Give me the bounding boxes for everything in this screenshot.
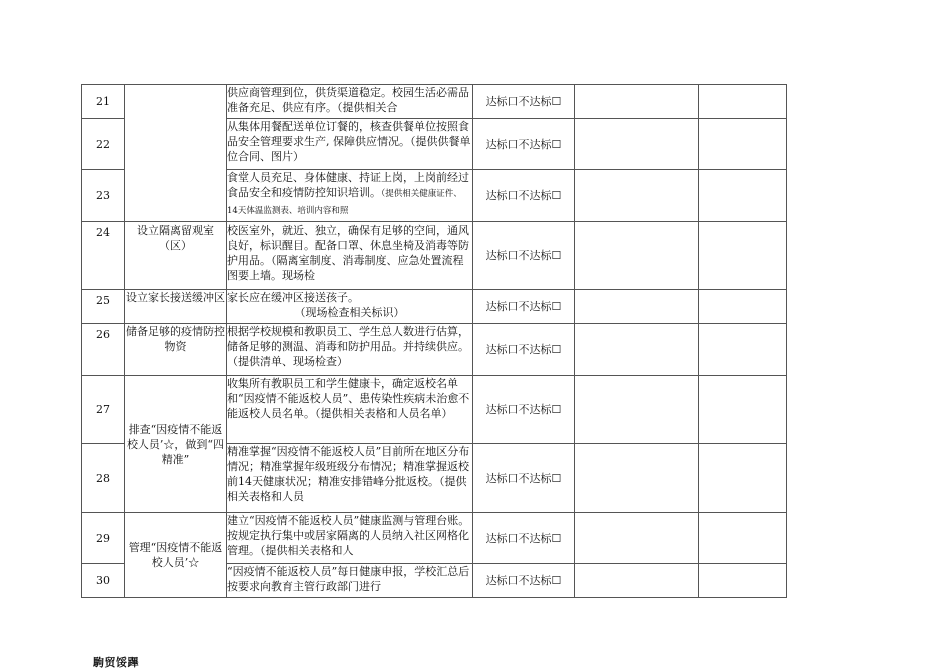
row-number: 21 [82, 85, 125, 119]
row-number: 22 [82, 119, 125, 170]
table-row [82, 376, 787, 444]
blank-cell [575, 376, 699, 444]
row-number: 27 [82, 376, 125, 444]
blank-cell [575, 222, 699, 290]
row-number: 25 [82, 290, 125, 324]
blank-cell [699, 324, 787, 376]
table-row [82, 324, 787, 376]
status-checkbox-text[interactable]: 达标口不达标☐ [473, 324, 575, 376]
blank-cell [575, 513, 699, 564]
blank-cell [575, 85, 699, 119]
blank-cell [575, 119, 699, 170]
row-description: 精准掌握“因疫情不能返校人员”目前所在地区分布情况；精准掌握年级班级分布情况；精准掌握返校前14天健康状况；精准安排错峰分批返校。（提供相关表格和人员 [227, 444, 473, 513]
blank-cell [699, 170, 787, 222]
table-row [82, 85, 787, 119]
row-description [227, 290, 473, 324]
desc-note: （提供相关健康证件、14天体温监测表、培训内容和照 [227, 189, 462, 216]
row-number: 24 [82, 222, 125, 290]
blank-cell [699, 444, 787, 513]
item-cell-empty [125, 85, 227, 222]
status-checkbox-text[interactable]: 达标口不达标☐ [473, 85, 575, 119]
row-description: 供应商管理到位，供货渠道稳定。校园生活必需品准备充足、供应有序。（提供相关合 [227, 85, 473, 119]
desc-text: 食堂人员充足、身体健康、持证上岗，上岗前经过食品安全和疫情防控知识培训。 [227, 171, 469, 199]
item-cell-merged: 排查“因疫情不能返校人员’☆，做到“四精准” [125, 376, 227, 513]
footer-heading: 駒贸馁蹕 [93, 656, 139, 669]
blank-cell [699, 290, 787, 324]
row-number: 23 [82, 170, 125, 222]
status-checkbox-text[interactable]: 达标口不达标☐ [473, 444, 575, 513]
item-cell-merged: 管理“因疫情不能返校人员’☆ [125, 513, 227, 598]
row-description: 从集体用餐配送单位订餐的，核查供餐单位按照食品安全管理要求生产, 保障供应情况。（提供供餐单位合同、图片） [227, 119, 473, 170]
blank-cell [699, 513, 787, 564]
desc-note: （现场检查相关标识） [294, 306, 405, 319]
row-description: 校医室外，就近、独立，确保有足够的空间，通风良好，标识醒目。配备口罩、休息坐椅及消毒等防护用品。（隔离室制度、消毒制度、应急处置流程图要上墙。现场检 [227, 222, 473, 290]
status-checkbox-text[interactable]: 达标口不达标☐ [473, 119, 575, 170]
table-row [82, 222, 787, 290]
row-description: 收集所有教职员工和学生健康卡，确定返校名单和“因疫情不能返校人员”、患传染性疾病未治愈不能返校人员名单。（提供相关表格和人员名单） [227, 376, 473, 444]
item-cell: 设立家长接送缓冲区 [125, 290, 227, 324]
status-checkbox-text[interactable]: 达标口不达标☐ [473, 376, 575, 444]
row-description: “因疫情不能返校人员”每日健康申报，学校汇总后按要求向教育主管行政部门进行 [227, 564, 473, 598]
blank-cell [575, 290, 699, 324]
row-number: 29 [82, 513, 125, 564]
blank-cell [699, 119, 787, 170]
table-row [82, 513, 787, 564]
blank-cell [699, 85, 787, 119]
status-checkbox-text[interactable]: 达标口不达标☐ [473, 564, 575, 598]
blank-cell [575, 170, 699, 222]
blank-cell [699, 222, 787, 290]
row-description: 建立“因疫情不能返校人员”健康监测与管理台账。按规定执行集中或居家隔离的人员纳入社区网格化管理。（提供相关表格和人 [227, 513, 473, 564]
row-description [227, 170, 473, 222]
item-cell: 储备足够的疫情防控物资 [125, 324, 227, 376]
status-checkbox-text[interactable]: 达标口不达标☐ [473, 170, 575, 222]
blank-cell [575, 444, 699, 513]
blank-cell [699, 376, 787, 444]
blank-cell [699, 564, 787, 598]
row-number: 26 [82, 324, 125, 376]
blank-cell [575, 324, 699, 376]
status-checkbox-text[interactable]: 达标口不达标☐ [473, 513, 575, 564]
row-number: 28 [82, 444, 125, 513]
table-row [82, 290, 787, 324]
status-checkbox-text[interactable]: 达标口不达标☐ [473, 222, 575, 290]
status-checkbox-text[interactable]: 达标口不达标☐ [473, 290, 575, 324]
row-number: 30 [82, 564, 125, 598]
item-cell: 设立隔离留观室（区） [125, 222, 227, 290]
checklist-table [81, 84, 787, 598]
desc-text: 家长应在缓冲区接送孩子。 [227, 291, 359, 304]
row-description: 根据学校规模和教职员工、学生总人数进行估算，储备足够的测温、消毒和防护用品。并持续供应。（提供清单、现场检查） [227, 324, 473, 376]
blank-cell [575, 564, 699, 598]
